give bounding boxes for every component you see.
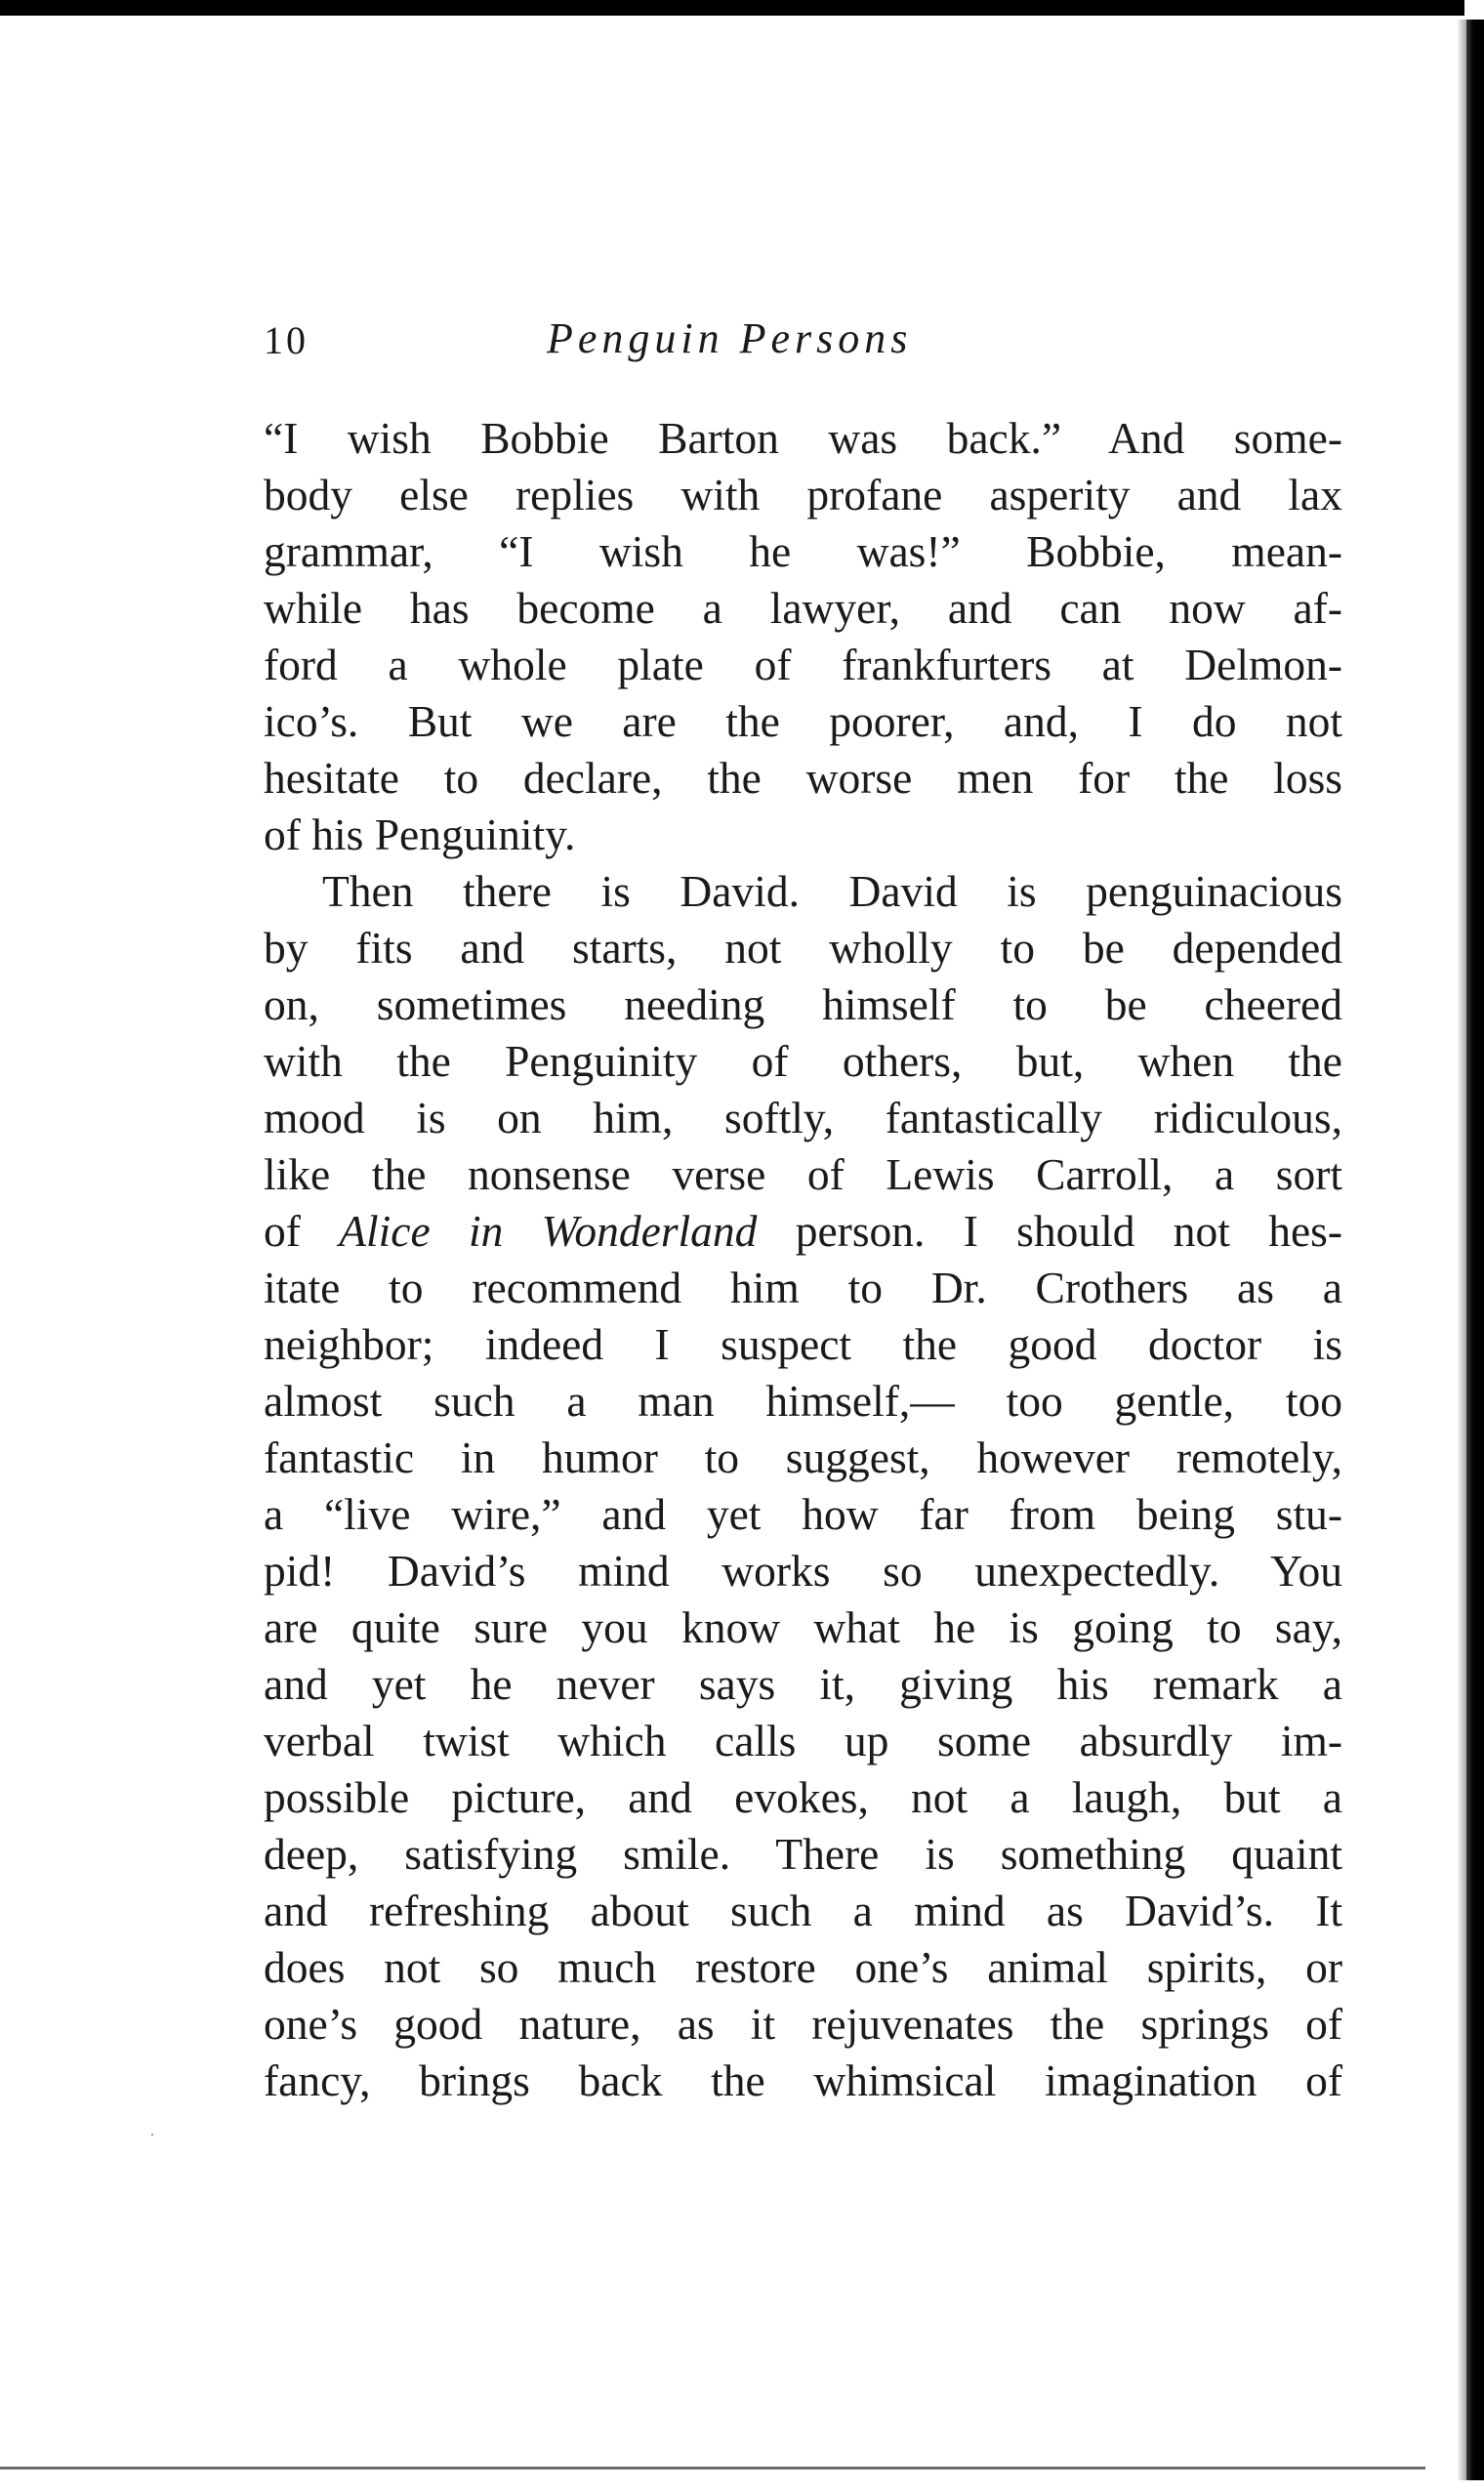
text-line: ford a whole plate of frankfurters at Delmon-	[264, 640, 1342, 689]
page-number: 10	[264, 318, 309, 362]
text-line: ico’s. But we are the poorer, and, I do not	[264, 696, 1342, 746]
text-line: pid! David’s mind works so unexpectedly. You	[264, 1546, 1342, 1596]
text-line: does not so much restore one’s animal spirits, or	[264, 1942, 1342, 1992]
text-line: and refreshing about such a mind as David’s. It	[264, 1886, 1342, 1935]
text-line: are quite sure you know what he is going to say,	[264, 1602, 1342, 1652]
text-line: while has become a lawyer, and can now af-	[264, 583, 1342, 633]
running-title: Penguin Persons	[547, 314, 913, 362]
text-line: itate to recommend him to Dr. Crothers as a	[264, 1263, 1342, 1312]
text-fragment: person. I should not hes-	[795, 1206, 1343, 1256]
scan-edge-bottom	[0, 2467, 1425, 2470]
text-line: possible picture, and evokes, not a laugh, but a	[264, 1772, 1342, 1822]
text-line: hesitate to declare, the worse men for the loss	[264, 753, 1342, 803]
text-line: grammar, “I wish he was!” Bobbie, mean-	[264, 526, 1342, 576]
scan-edge-top	[0, 0, 1464, 16]
book-title: Alice in Wonderland	[339, 1206, 758, 1256]
text-line: verbal twist which calls up some absurdly im-	[264, 1716, 1342, 1765]
text-fragment: of	[264, 1206, 301, 1256]
text-line: body else replies with profane asperity and lax	[264, 470, 1342, 519]
text-line: “I wish Bobbie Barton was back.” And some-	[264, 413, 1342, 463]
text-line: a “live wire,” and yet how far from being stu-	[264, 1489, 1342, 1539]
text-line-with-title	[264, 1203, 1342, 1260]
scan-speck	[151, 2134, 153, 2136]
text-line: and yet he never says it, giving his remark a	[264, 1659, 1342, 1709]
text-line: fantastic in humor to suggest, however remotely,	[264, 1432, 1342, 1482]
text-line: almost such a man himself,— too gentle, too	[264, 1376, 1342, 1426]
text-line: like the nonsense verse of Lewis Carroll, a sort	[264, 1149, 1342, 1199]
text-line: one’s good nature, as it rejuvenates the springs of	[264, 1999, 1342, 2049]
text-line: on, sometimes needing himself to be cheered	[264, 979, 1342, 1029]
text-line: by fits and starts, not wholly to be depended	[264, 923, 1342, 973]
scan-edge-right	[1466, 20, 1484, 2480]
page-header	[264, 314, 1347, 376]
scan-edge-right-shadow	[1457, 20, 1466, 2480]
paragraph-start-line: Then there is David. David is penguinacious	[322, 866, 1342, 916]
paragraph-end-line: of his Penguinity.	[264, 810, 576, 859]
text-line: fancy, brings back the whimsical imagination of	[264, 2055, 1342, 2105]
text-line: with the Penguinity of others, but, when the	[264, 1036, 1342, 1086]
text-line: mood is on him, softly, fantastically ridiculous,	[264, 1093, 1342, 1142]
text-line: deep, satisfying smile. There is something quaint	[264, 1829, 1342, 1879]
body-text	[264, 410, 1342, 2109]
text-line: neighbor; indeed I suspect the good doctor is	[264, 1319, 1342, 1369]
